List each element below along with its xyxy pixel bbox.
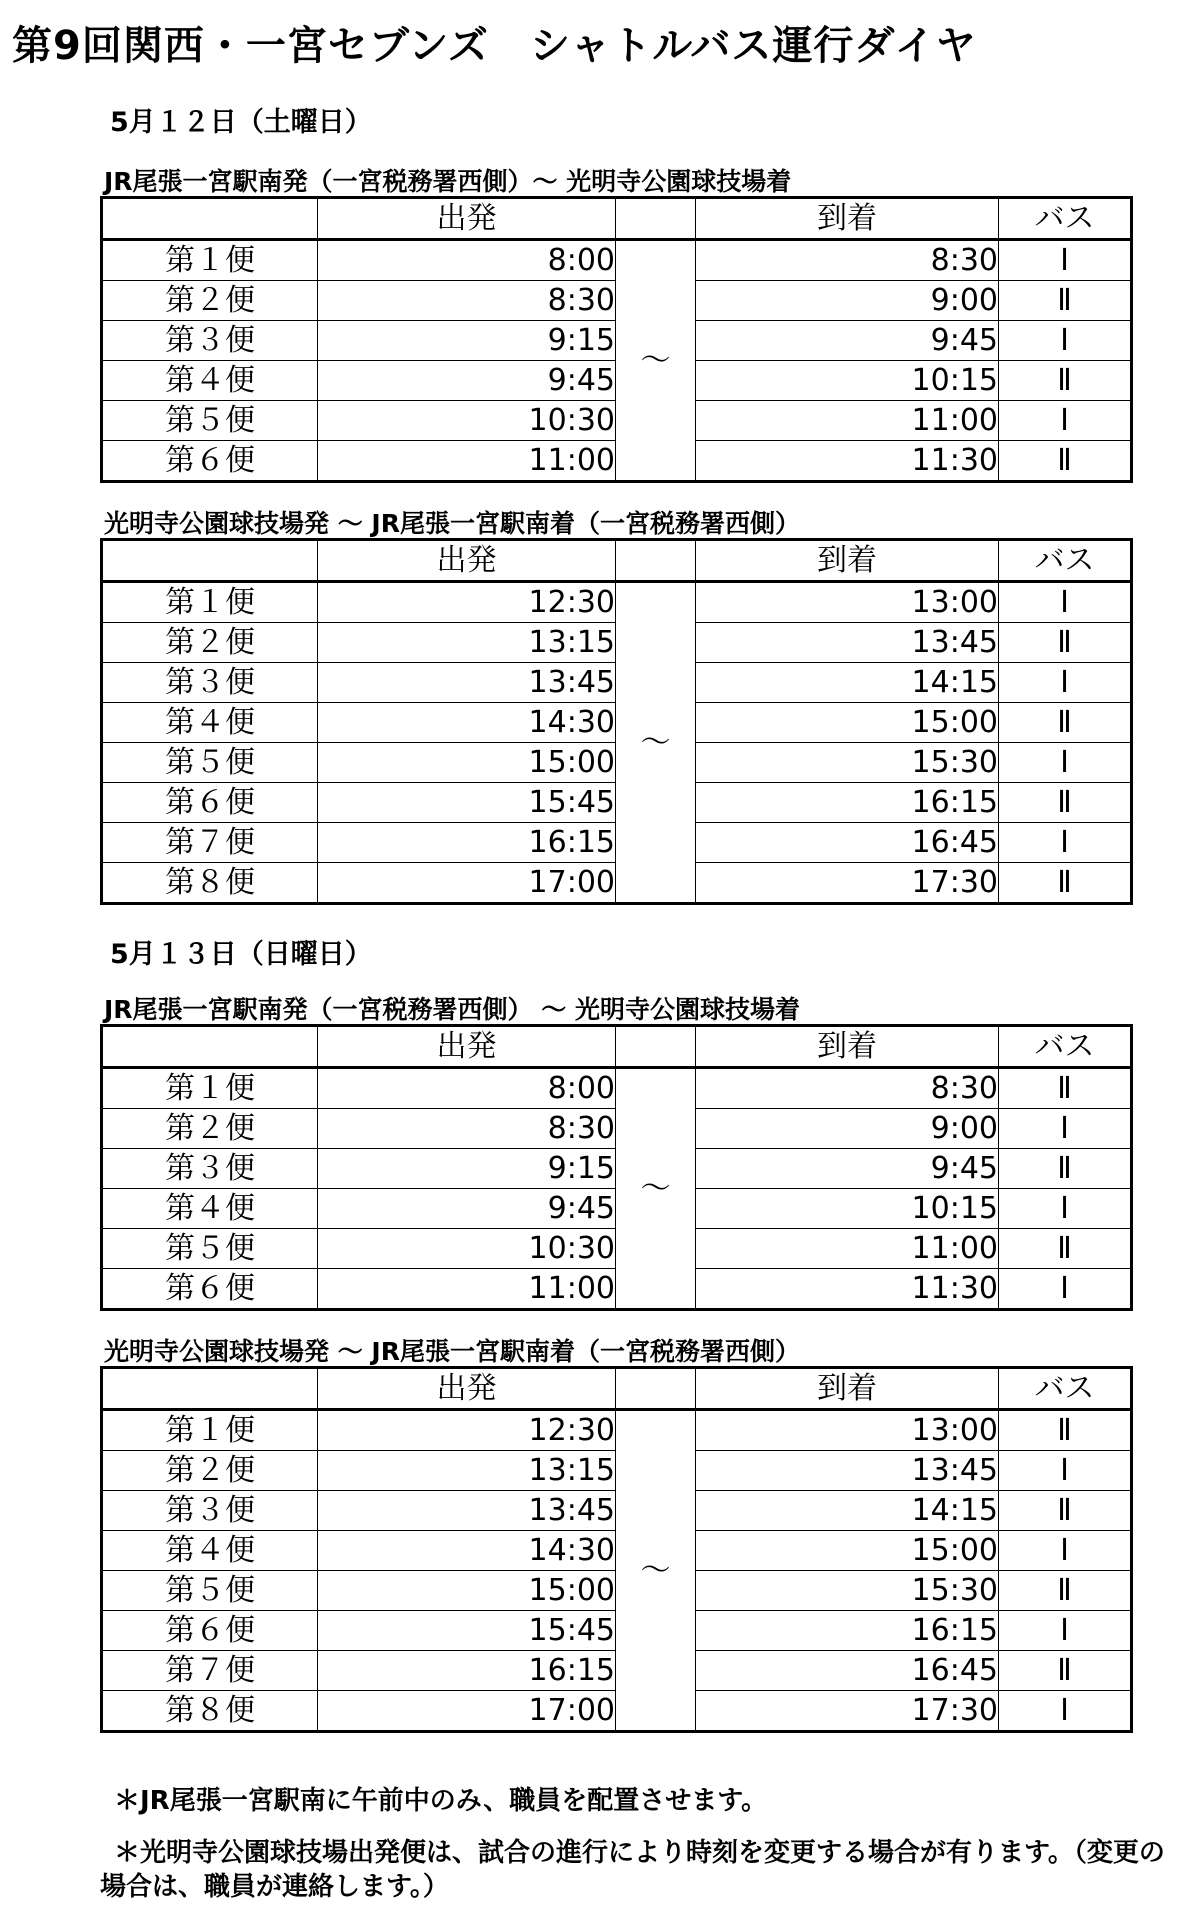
trip-name: 第４便 [102,361,318,401]
depart-time: 8:30 [318,1109,616,1149]
header-depart: 出発 [318,1026,616,1068]
day-1-date: 5月１２日（土曜日） [110,107,372,138]
depart-time: 16:15 [318,1651,616,1691]
tilde-separator: ～ [616,1410,696,1732]
trip-name: 第６便 [102,1611,318,1651]
bus-number: Ⅰ [999,1691,1132,1732]
arrive-time: 10:15 [696,361,999,401]
trip-name: 第７便 [102,823,318,863]
arrive-time: 11:00 [696,1229,999,1269]
arrive-time: 13:45 [696,1451,999,1491]
day-1-leg-2-route: 光明寺公園球技場発 ～ JR尾張一宮駅南着（一宮税務署西側） [104,509,800,538]
trip-name: 第４便 [102,1531,318,1571]
bus-number: Ⅰ [999,1269,1132,1310]
bus-number: Ⅱ [999,703,1132,743]
bus-number: Ⅰ [999,823,1132,863]
trip-name: 第６便 [102,1269,318,1310]
bus-number: Ⅱ [999,1491,1132,1531]
depart-time: 9:45 [318,1189,616,1229]
arrive-time: 15:30 [696,1571,999,1611]
depart-time: 12:30 [318,582,616,623]
trip-name: 第２便 [102,1451,318,1491]
table-header-row [102,540,1132,582]
depart-time: 13:15 [318,1451,616,1491]
header-bus: バス [999,1368,1132,1410]
header-name-cell [102,540,318,582]
trip-name: 第５便 [102,743,318,783]
arrive-time: 9:45 [696,1149,999,1189]
note-2: ＊光明寺公園球技場出発便は、試合の進行により時刻を変更する場合が有ります。（変更の場合は、職員が連絡します。） [100,1838,1165,1902]
header-arrive: 到着 [696,1368,999,1410]
bus-number: Ⅱ [999,441,1132,482]
arrive-time: 16:45 [696,823,999,863]
arrive-time: 11:00 [696,401,999,441]
depart-time: 9:45 [318,361,616,401]
header-separator [616,1026,696,1068]
trip-name: 第３便 [102,1491,318,1531]
trip-name: 第８便 [102,1691,318,1732]
arrive-time: 13:45 [696,623,999,663]
bus-number: Ⅱ [999,1229,1132,1269]
arrive-time: 13:00 [696,1410,999,1451]
depart-time: 13:45 [318,1491,616,1531]
timetable [100,1366,1133,1733]
depart-time: 16:15 [318,823,616,863]
bus-number: Ⅰ [999,582,1132,623]
bus-number: Ⅱ [999,1068,1132,1109]
bus-number: Ⅰ [999,1189,1132,1229]
depart-time: 8:00 [318,240,616,281]
bus-number: Ⅰ [999,1109,1132,1149]
arrive-time: 15:00 [696,1531,999,1571]
header-name-cell [102,198,318,240]
arrive-time: 8:30 [696,240,999,281]
arrive-time: 16:15 [696,783,999,823]
trip-name: 第２便 [102,623,318,663]
trip-name: 第５便 [102,1571,318,1611]
day-2-leg-2-route: 光明寺公園球技場発 ～ JR尾張一宮駅南着（一宮税務署西側） [104,1337,800,1366]
bus-number: Ⅰ [999,1611,1132,1651]
header-separator [616,198,696,240]
trip-name: 第１便 [102,1410,318,1451]
arrive-time: 11:30 [696,441,999,482]
day-1-leg-1-route: JR尾張一宮駅南発（一宮税務署西側）～ 光明寺公園球技場着 [104,167,792,196]
bus-number: Ⅱ [999,281,1132,321]
bus-number: Ⅱ [999,783,1132,823]
timetable [100,1024,1133,1311]
header-bus: バス [999,540,1132,582]
header-depart: 出発 [318,1368,616,1410]
depart-time: 9:15 [318,321,616,361]
table-header-row [102,1026,1132,1068]
depart-time: 15:45 [318,1611,616,1651]
trip-name: 第２便 [102,281,318,321]
depart-time: 12:30 [318,1410,616,1451]
arrive-time: 16:15 [696,1611,999,1651]
header-separator [616,1368,696,1410]
bus-number: Ⅰ [999,240,1132,281]
trip-name: 第１便 [102,1068,318,1109]
depart-time: 10:30 [318,401,616,441]
bus-number: Ⅰ [999,743,1132,783]
depart-time: 13:45 [318,663,616,703]
day-2-date: 5月１３日（日曜日） [110,939,372,970]
trip-name: 第１便 [102,240,318,281]
header-bus: バス [999,198,1132,240]
day-2-leg-1-route: JR尾張一宮駅南発（一宮税務署西側） ～ 光明寺公園球技場着 [104,995,800,1024]
header-separator [616,540,696,582]
note-1: ＊JR尾張一宮駅南に午前中のみ、職員を配置させます。 [114,1786,768,1816]
bus-number: Ⅰ [999,1451,1132,1491]
tilde-separator: ～ [616,240,696,482]
bus-number: Ⅰ [999,663,1132,703]
bus-number: Ⅱ [999,1651,1132,1691]
bus-number: Ⅱ [999,863,1132,904]
depart-time: 13:15 [318,623,616,663]
depart-time: 11:00 [318,441,616,482]
depart-time: 14:30 [318,1531,616,1571]
trip-name: 第２便 [102,1109,318,1149]
arrive-time: 10:15 [696,1189,999,1229]
timetable [100,196,1133,483]
depart-time: 8:00 [318,1068,616,1109]
header-arrive: 到着 [696,198,999,240]
table-row [102,582,1132,623]
depart-time: 15:45 [318,783,616,823]
timetable [100,538,1133,905]
trip-name: 第３便 [102,321,318,361]
arrive-time: 15:00 [696,703,999,743]
header-name-cell [102,1368,318,1410]
bus-number: Ⅱ [999,1571,1132,1611]
arrive-time: 14:15 [696,1491,999,1531]
header-name-cell [102,1026,318,1068]
bus-number: Ⅱ [999,1410,1132,1451]
arrive-time: 14:15 [696,663,999,703]
trip-name: 第５便 [102,401,318,441]
bus-number: Ⅱ [999,361,1132,401]
page-title: 第9回関西・一宮セブンズ シャトルバス運行ダイヤ [12,23,977,69]
table-row [102,240,1132,281]
table-row [102,1410,1132,1451]
header-arrive: 到着 [696,540,999,582]
trip-name: 第６便 [102,441,318,482]
arrive-time: 17:30 [696,863,999,904]
arrive-time: 15:30 [696,743,999,783]
arrive-time: 9:45 [696,321,999,361]
header-depart: 出発 [318,198,616,240]
depart-time: 17:00 [318,863,616,904]
bus-number: Ⅰ [999,401,1132,441]
trip-name: 第４便 [102,1189,318,1229]
depart-time: 17:00 [318,1691,616,1732]
arrive-time: 9:00 [696,1109,999,1149]
depart-time: 15:00 [318,1571,616,1611]
arrive-time: 17:30 [696,1691,999,1732]
header-bus: バス [999,1026,1132,1068]
trip-name: 第４便 [102,703,318,743]
arrive-time: 16:45 [696,1651,999,1691]
tilde-separator: ～ [616,582,696,904]
trip-name: 第３便 [102,663,318,703]
header-arrive: 到着 [696,1026,999,1068]
table-row [102,1068,1132,1109]
trip-name: 第８便 [102,863,318,904]
trip-name: 第７便 [102,1651,318,1691]
trip-name: 第１便 [102,582,318,623]
trip-name: 第５便 [102,1229,318,1269]
tilde-separator: ～ [616,1068,696,1310]
bus-number: Ⅰ [999,321,1132,361]
depart-time: 10:30 [318,1229,616,1269]
bus-number: Ⅰ [999,1531,1132,1571]
depart-time: 9:15 [318,1149,616,1189]
depart-time: 8:30 [318,281,616,321]
arrive-time: 11:30 [696,1269,999,1310]
arrive-time: 13:00 [696,582,999,623]
depart-time: 14:30 [318,703,616,743]
depart-time: 15:00 [318,743,616,783]
trip-name: 第３便 [102,1149,318,1189]
depart-time: 11:00 [318,1269,616,1310]
bus-number: Ⅱ [999,623,1132,663]
table-header-row [102,198,1132,240]
arrive-time: 9:00 [696,281,999,321]
table-header-row [102,1368,1132,1410]
bus-number: Ⅱ [999,1149,1132,1189]
arrive-time: 8:30 [696,1068,999,1109]
trip-name: 第６便 [102,783,318,823]
header-depart: 出発 [318,540,616,582]
